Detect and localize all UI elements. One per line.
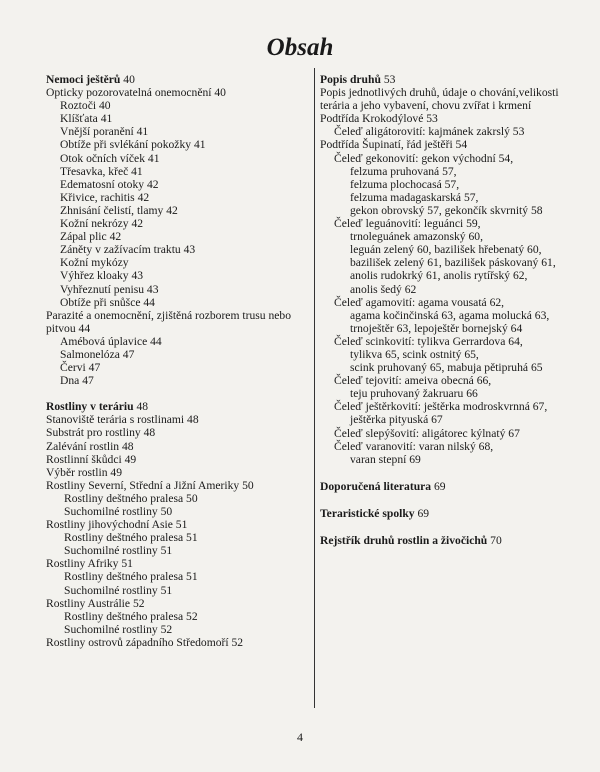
- toc-entry[interactable]: Klíšťata 41: [60, 112, 113, 126]
- toc-entry[interactable]: Čeleď tejovití: ameiva obecná 66,: [334, 374, 492, 388]
- toc-entry[interactable]: teju pruhovaný žakruaru 66: [350, 387, 478, 401]
- section-heading[interactable]: [46, 400, 308, 413]
- toc-entry[interactable]: bazilišek zelený 61, bazilišek páskovaný 61,: [350, 256, 556, 270]
- toc-entry[interactable]: Stanoviště terária s rostlinami 48: [46, 413, 199, 427]
- toc-entry[interactable]: Výběr rostlin 49: [46, 465, 122, 479]
- section-heading-label: Nemoci ještěrů: [46, 73, 121, 86]
- section-heading-label: Popis druhů: [320, 73, 381, 86]
- toc-entry[interactable]: Vyhřeznutí penisu 43: [60, 282, 159, 296]
- section-heading-page: 53: [383, 73, 396, 86]
- toc-section: [320, 507, 582, 520]
- toc-entry[interactable]: Otok očních víček 41: [60, 151, 160, 165]
- toc-entry[interactable]: trnoještěr 63, lepoještěr bornejský 64: [350, 321, 523, 335]
- toc-entry[interactable]: Substrát pro rostliny 48: [46, 426, 156, 440]
- section-heading-page: 48: [136, 400, 149, 414]
- toc-entry[interactable]: ještěrka pityuská 67: [350, 413, 443, 427]
- toc-entry[interactable]: Rostlinní škůdci 49: [46, 452, 137, 466]
- toc-entry[interactable]: Suchomilné rostliny 50: [64, 505, 173, 518]
- toc-entry[interactable]: Čeleď ještěrkovití: ještěrka modroskvrnná 67,: [334, 400, 548, 414]
- section-heading-label: Doporučená literatura: [320, 479, 432, 493]
- toc-entry[interactable]: Zhnisání čelistí, tlamy 42: [60, 203, 178, 217]
- toc-entry[interactable]: Čeleď scinkovití: tylikva Gerrardova 64,: [334, 334, 523, 348]
- toc-entry[interactable]: Vnější poranění 41: [60, 125, 149, 139]
- toc-entry[interactable]: tylikva 65, scink ostnitý 65,: [350, 347, 479, 361]
- section-heading-label: Rostliny v teráriu: [46, 400, 134, 414]
- section-heading[interactable]: [320, 480, 582, 493]
- toc-entry[interactable]: anolis šedý 62: [350, 282, 417, 296]
- toc-entry[interactable]: gekon obrovský 57, gekončík skvrnitý 58: [350, 203, 543, 217]
- toc-entry[interactable]: Opticky pozorovatelná onemocnění 40: [46, 86, 226, 100]
- toc-left-column: [46, 73, 308, 649]
- toc-entry[interactable]: felzuma pruhovaná 57,: [350, 164, 457, 178]
- toc-entry[interactable]: Salmonelóza 47: [60, 347, 135, 361]
- toc-entry[interactable]: Rostliny deštného pralesa 51: [64, 570, 198, 584]
- toc-entry[interactable]: Čeleď varanovití: varan nilský 68,: [334, 439, 494, 453]
- toc-entry[interactable]: Kožní mykózy: [60, 256, 129, 270]
- page-title: Obsah: [266, 34, 334, 61]
- toc-entry[interactable]: Čeleď gekonovití: gekon východní 54,: [334, 151, 514, 165]
- toc-entry[interactable]: Zalévání rostlin 48: [46, 439, 134, 453]
- toc-entry[interactable]: Čeleď slepýšovití: aligátorec kýlnatý 67: [334, 426, 520, 440]
- toc-entry[interactable]: Popis jednotlivých druhů, údaje o chování,velikosti terária a jeho vybavení, chovu zvířat i krmení: [320, 86, 559, 113]
- toc-entry[interactable]: Červi 47: [60, 361, 101, 375]
- toc-entry[interactable]: varan stepní 69: [350, 452, 421, 466]
- toc-entry[interactable]: trnoleguánek amazonský 60,: [350, 230, 483, 244]
- toc-entry[interactable]: Rostliny ostrovů západního Středomoří 52: [46, 635, 244, 649]
- column-divider: [314, 68, 315, 708]
- toc-entry[interactable]: Rostliny deštného pralesa 50: [64, 491, 198, 505]
- toc-entry[interactable]: Třesavka, křeč 41: [60, 164, 143, 178]
- toc-entry[interactable]: Čeleď aligátorovití: kajmánek zakrslý 53: [334, 125, 525, 139]
- section-heading[interactable]: [320, 534, 582, 547]
- section-heading-label: Teraristické spolky: [320, 506, 415, 520]
- toc-entry[interactable]: Suchomilné rostliny 51: [64, 583, 173, 597]
- toc-entry[interactable]: Podtřída Krokodýlové 53: [320, 112, 438, 126]
- section-heading-page: 69: [434, 479, 446, 493]
- toc-entry[interactable]: Edematosní otoky 42: [60, 177, 159, 191]
- toc-entry[interactable]: Výhřez kloaky 43: [60, 269, 144, 283]
- toc-right-column: [320, 73, 582, 547]
- toc-entry[interactable]: Parazité a onemocnění, zjištěná rozborem trusu nebo pitvou 44: [46, 308, 291, 335]
- toc-entry[interactable]: Obtíže při svlékání pokožky 41: [60, 138, 206, 152]
- toc-section: [320, 480, 582, 493]
- toc-entry[interactable]: Čeleď agamovití: agama vousatá 62,: [334, 295, 505, 309]
- section-heading[interactable]: [320, 507, 582, 520]
- toc-entry[interactable]: Suchomilné rostliny 51: [64, 544, 173, 558]
- toc-entry[interactable]: Amébová úplavice 44: [60, 334, 162, 348]
- toc-entry[interactable]: felzuma plochocasá 57,: [350, 177, 460, 191]
- toc-entry[interactable]: scink pruhovaný 65, mabuja pětipruhá 65: [350, 361, 543, 375]
- toc-entry[interactable]: Podtřída Šupinatí, řád ještěři 54: [320, 138, 468, 152]
- toc-entry[interactable]: Obtíže při snůšce 44: [60, 295, 155, 309]
- toc-section: [320, 534, 582, 547]
- toc-section: [46, 400, 308, 649]
- section-heading-page: 40: [123, 73, 135, 86]
- toc-entry[interactable]: Zápal plic 42: [60, 230, 122, 244]
- toc-entry[interactable]: leguán zelený 60, bazilišek hřebenatý 60,: [350, 243, 542, 257]
- section-heading-label: Rejstřík druhů rostlin a živočichů: [320, 534, 488, 547]
- page-number: 4: [297, 730, 303, 744]
- toc-entry[interactable]: agama kočinčinská 63, agama molucká 63,: [350, 308, 550, 322]
- toc-entry[interactable]: Kožní nekrózy 42: [60, 217, 144, 231]
- toc-entry[interactable]: Rostliny jihovýchodní Asie 51: [46, 518, 188, 532]
- toc-entry[interactable]: Rostliny Austrálie 52: [46, 596, 145, 610]
- section-heading[interactable]: [46, 73, 308, 86]
- toc-entry[interactable]: Dna 47: [60, 374, 94, 388]
- toc-entry[interactable]: Čeleď leguánovití: leguánci 59,: [334, 217, 481, 231]
- toc-entry[interactable]: Rostliny deštného pralesa 51: [64, 531, 198, 545]
- section-heading-page: 69: [417, 506, 430, 520]
- toc-entry[interactable]: anolis rudokrký 61, anolis rytířský 62,: [350, 269, 528, 283]
- toc-section: [320, 73, 582, 466]
- toc-entry[interactable]: felzuma madagaskarská 57,: [350, 190, 479, 204]
- toc-entry[interactable]: Záněty v zažívacím traktu 43: [60, 243, 196, 257]
- toc-entry[interactable]: Rostliny Severní, Střední a Jižní Ameriky 50: [46, 478, 254, 492]
- toc-entry[interactable]: Rostliny deštného pralesa 52: [64, 609, 198, 623]
- section-heading[interactable]: [320, 73, 582, 86]
- toc-entry[interactable]: Křivice, rachitis 42: [60, 190, 150, 204]
- toc-entry[interactable]: Suchomilné rostliny 52: [64, 622, 173, 636]
- toc-section: [46, 73, 308, 387]
- section-heading-page: 70: [490, 534, 502, 547]
- toc-entry[interactable]: Roztoči 40: [60, 99, 111, 113]
- toc-entry[interactable]: Rostliny Afriky 51: [46, 557, 133, 571]
